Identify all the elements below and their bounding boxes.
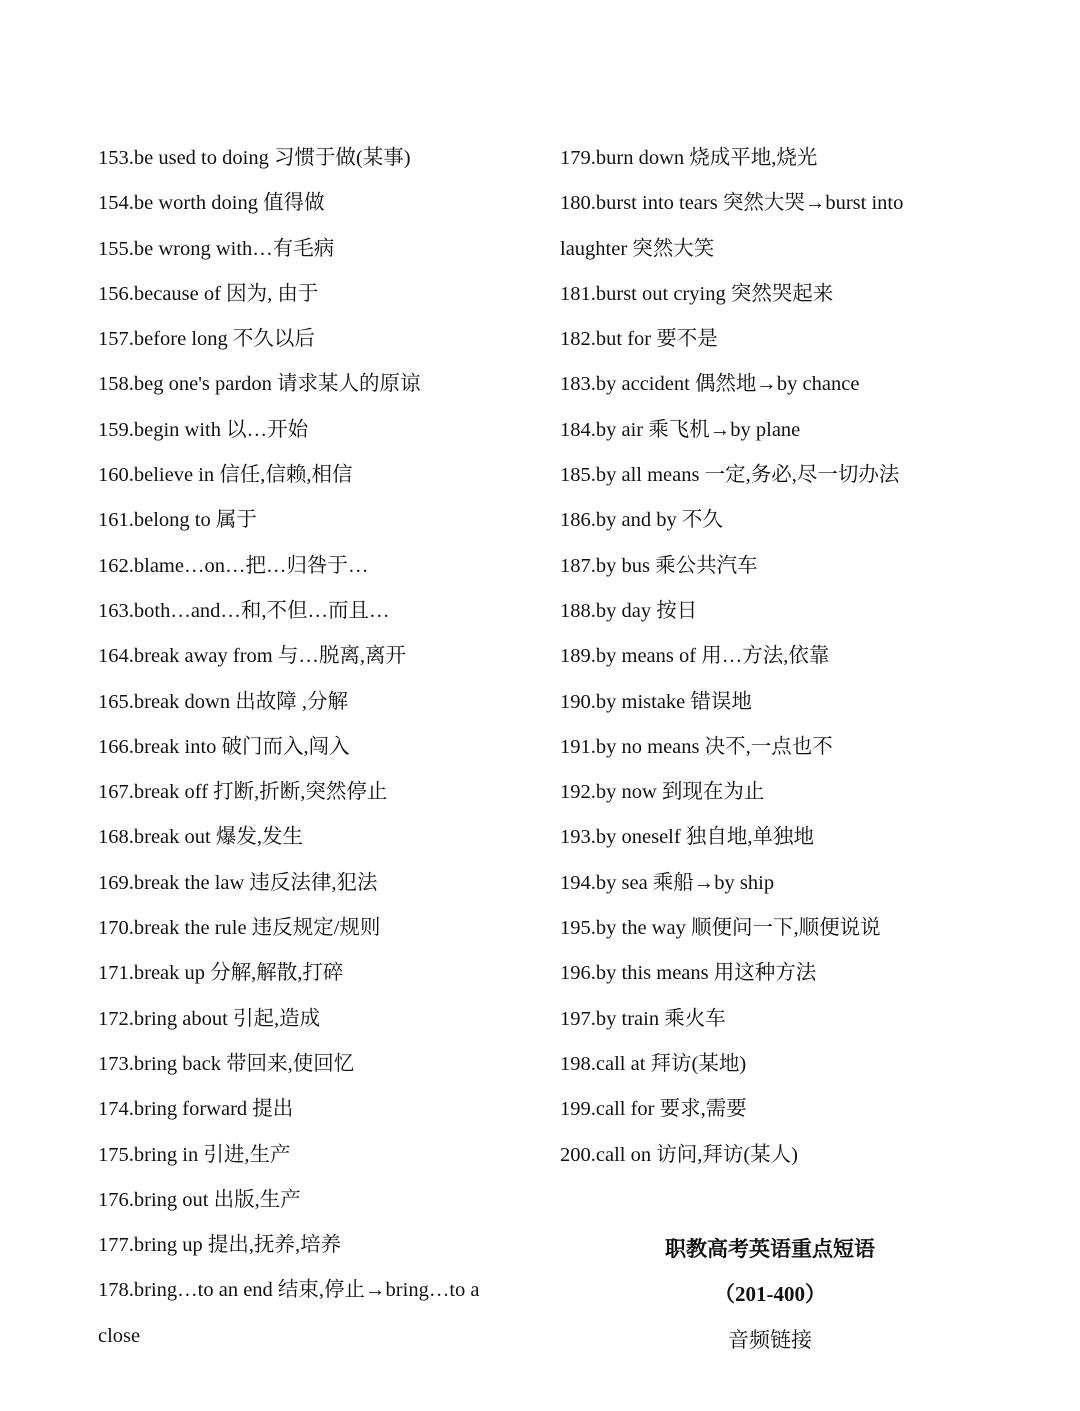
- phrase-line: 177.bring up 提出,抚养,培养: [98, 1234, 342, 1257]
- left-column: [98, 136, 538, 1359]
- phrase-line: 191.by no means 决不,一点也不: [560, 735, 833, 758]
- phrase-line: 173.bring back 带回来,使回忆: [98, 1052, 355, 1075]
- audio-link[interactable]: 音频链接: [728, 1327, 812, 1352]
- phrase-line: 182.but for 要不是: [560, 328, 718, 351]
- next-section-block: [560, 1227, 980, 1363]
- phrase-line: laughter 突然大笑: [560, 237, 715, 260]
- right-column: [560, 136, 1000, 1178]
- phrase-line: 160.believe in 信任,信赖,相信: [98, 464, 353, 487]
- phrase-line: 171.break up 分解,解散,打碎: [98, 962, 344, 985]
- phrase-line: 193.by oneself 独自地,单独地: [560, 826, 814, 849]
- phrase-line: 186.by and by 不久: [560, 509, 723, 532]
- phrase-line: 194.by sea 乘船→by ship: [560, 871, 775, 894]
- phrase-line: 163.both…and…和,不但…而且…: [98, 599, 390, 622]
- phrase-line: 200.call on 访问,拜访(某人): [560, 1143, 798, 1166]
- phrase-line: 162.blame…on…把…归咎于…: [98, 554, 369, 577]
- phrase-line: 174.bring forward 提出: [98, 1098, 294, 1121]
- phrase-line: 189.by means of 用…方法,依靠: [560, 645, 830, 668]
- phrase-line: 195.by the way 顺便问一下,顺便说说: [560, 917, 881, 940]
- section-range: （201-400）: [714, 1282, 826, 1307]
- phrase-line: 159.begin with 以…开始: [98, 418, 309, 441]
- phrase-line: 188.by day 按日: [560, 599, 698, 622]
- phrase-line: 190.by mistake 错误地: [560, 690, 752, 713]
- phrase-line: 165.break down 出故障 ,分解: [98, 690, 348, 713]
- phrase-line: 175.bring in 引进,生产: [98, 1143, 291, 1166]
- phrase-line: 181.burst out crying 突然哭起来: [560, 282, 834, 305]
- phrase-line: 154.be worth doing 值得做: [98, 192, 325, 215]
- phrase-line: 153.be used to doing 习惯于做(某事): [98, 147, 411, 169]
- phrase-line: 156.because of 因为, 由于: [98, 282, 319, 305]
- phrase-line: 183.by accident 偶然地→by chance: [560, 373, 860, 396]
- phrase-line: 170.break the rule 违反规定/规则: [98, 917, 381, 940]
- phrase-line: 199.call for 要求,需要: [560, 1098, 747, 1121]
- phrase-line: 192.by now 到现在为止: [560, 781, 765, 804]
- phrase-line: 179.burn down 烧成平地,烧光: [560, 147, 818, 169]
- phrase-line: 169.break the law 违反法律,犯法: [98, 871, 378, 894]
- phrase-line: 185.by all means 一定,务必,尽一切办法: [560, 464, 900, 487]
- phrase-line: 184.by air 乘飞机→by plane: [560, 418, 801, 441]
- phrase-line: 197.by train 乘火车: [560, 1007, 726, 1030]
- phrase-line: 164.break away from 与…脱离,离开: [98, 645, 407, 668]
- phrase-line: 178.bring…to an end 结束,停止→bring…to a: [98, 1279, 480, 1302]
- phrase-line: close: [98, 1324, 141, 1347]
- phrase-line: 172.bring about 引起,造成: [98, 1007, 321, 1030]
- phrase-line: 168.break out 爆发,发生: [98, 826, 303, 849]
- phrase-line: 161.belong to 属于: [98, 509, 257, 532]
- phrase-line: 166.break into 破门而入,闯入: [98, 735, 350, 758]
- phrase-line: 157.before long 不久以后: [98, 328, 315, 351]
- phrase-line: 167.break off 打断,折断,突然停止: [98, 781, 388, 804]
- phrase-line: 180.burst into tears 突然大哭→burst into: [560, 192, 904, 215]
- phrase-line: 198.call at 拜访(某地): [560, 1052, 747, 1075]
- phrase-line: 155.be wrong with…有毛病: [98, 237, 335, 260]
- phrase-line: 176.bring out 出版,生产: [98, 1188, 301, 1211]
- phrase-line: 187.by bus 乘公共汽车: [560, 554, 758, 577]
- section-title: 职教高考英语重点短语: [665, 1237, 875, 1261]
- phrase-line: 158.beg one's pardon 请求某人的原谅: [98, 373, 421, 396]
- phrase-line: 196.by this means 用这种方法: [560, 962, 817, 985]
